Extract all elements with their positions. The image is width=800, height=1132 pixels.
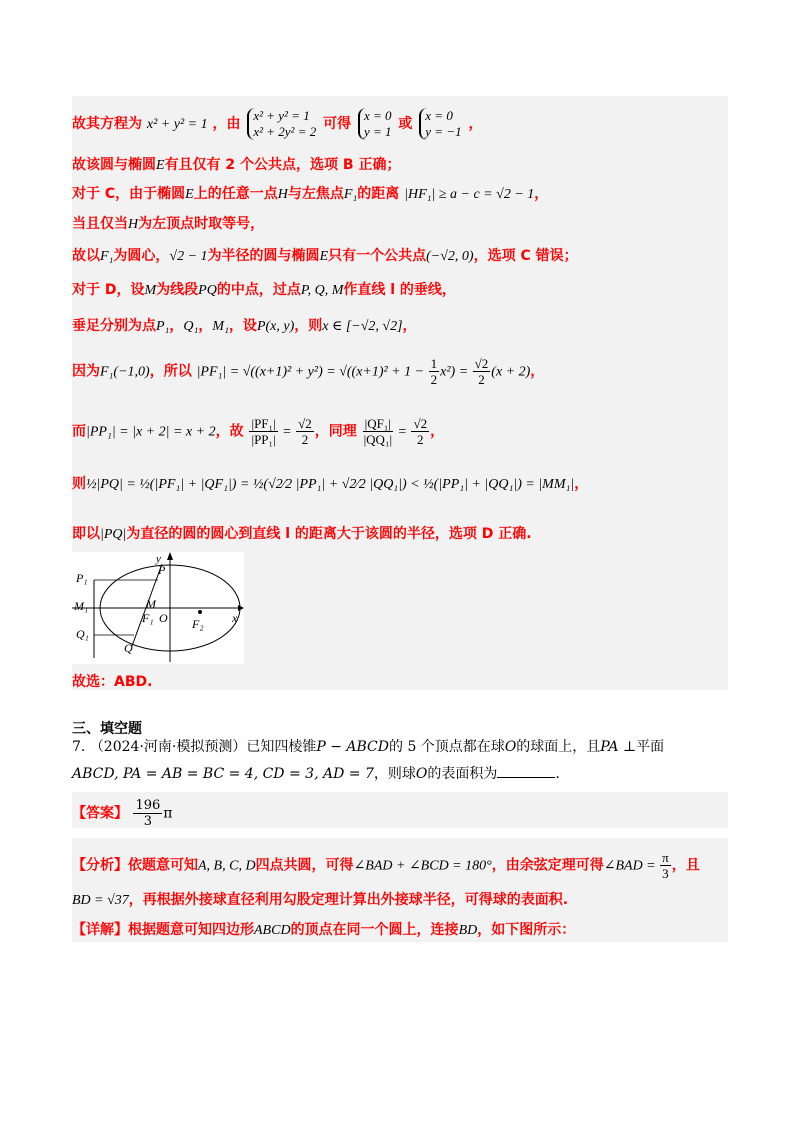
point-p-label: P <box>158 563 166 577</box>
equation-system-1: x² + y² = 1 x² + 2y² = 2 <box>247 108 316 140</box>
answer-line: 【答案】 $\frac{196}{3}$ π <box>72 798 173 829</box>
solution-line-5: 故以F₁为圆心，√2 − 1为半径的圆与椭圆E只有一个公共点(−√2, 0)，选项 C 错误； <box>72 248 578 264</box>
solution-line-3: 对于 C，由于椭圆E上的任意一点H与左焦点F₁的距离 |HF₁| ≥ a − c = √2 − 1， <box>72 186 549 202</box>
choice-line: 故选：ABD. <box>72 674 153 690</box>
detail-line: 【详解】根据题意可知四边形ABCD的顶点在同一个圆上，连接BD，如下图所示： <box>72 922 576 938</box>
y-axis-label: y <box>156 553 161 565</box>
analysis-line-2: BD = √37，再根据外接球直径利用勾股定理计算出外接球半径，可得球的表面积. <box>72 892 569 908</box>
fraction-root2-over-2: $\frac{√2}{2}$ <box>474 356 489 387</box>
question-line-1: 7. （2024·河南·模拟预测）已知四棱锥P − ABCD的 5 个顶点都在球O的球面上，且PA ⊥平面 <box>72 739 665 755</box>
fraction-root2-over-2: $\frac{√2}{2}$ <box>413 416 428 447</box>
fraction-half: $\frac{1}{2}$ <box>430 356 438 387</box>
solution-line-9: 而|PP₁| = |x + 2| = x + 2，故 $\frac{\text{|PF₁|}}{\text{|PP₁|}}$ = $\frac{√2}{2}$ ，同理 $\frac{\text{|QF₁|}}{\text{|QQ₁|}}$ = $\frac{√2}{2}$ ， <box>72 416 445 447</box>
fraction-qf1-qq1: $\frac{\text{|QF₁|}}{\text{|QQ₁|}}$ <box>363 416 393 447</box>
solution-line-10: 则½|PQ| = ½(|PF₁| + |QF₁|) = ½(√2⁄2 |PP₁| + √2⁄2 |QQ₁|) < ½(|PP₁| + |QQ₁|) = |MM₁|， <box>72 476 589 492</box>
answer-fraction: $\frac{196}{3}$ <box>135 798 161 829</box>
focus-f1-label: F₁ <box>142 611 154 625</box>
ellipse-diagram <box>72 552 244 664</box>
solution-line-7: 垂足分别为点P₁，Q₁，M₁，设P(x, y)，则x ∈ [−√2, √2]， <box>72 318 417 334</box>
focus-f2-dot <box>198 610 202 614</box>
answer-blank <box>497 765 555 778</box>
fraction-root2-over-2: $\frac{√2}{2}$ <box>298 416 312 447</box>
fraction-pf1-pp1: $\frac{\text{|PF₁|}}{\text{|PP₁|}}$ <box>251 416 276 447</box>
equation-system-2: x = 0 y = 1 <box>358 108 392 140</box>
solution-line-8: 因为F₁(−1,0)，所以 |PF₁| = √((x+1)² + y²) = √((x+1)² + 1 − $\frac{1}{2}$ x²) = $\frac{√2}{2}$ (x + 2)， <box>72 356 545 387</box>
analysis-line-1: 【分析】依题意可知A, B, C, D四点共圆，可得∠BAD + ∠BCD = 180°，由余弦定理可得∠BAD = $\frac{\pi}{3}$ ，且 <box>72 850 700 881</box>
x-axis-label: x <box>232 611 238 625</box>
solution-line-1: 故其方程为 x² + y² = 1 ，由 x² + y² = 1 x² + 2y² = 2 可得 x = 0 y = 1 或 x = 0 y = −1 ， <box>72 108 483 139</box>
focus-f2-label: F₂ <box>192 617 204 631</box>
solution-line-11: 即以|PQ|为直径的圆的圆心到直线 l 的距离大于该圆的半径，选项 D 正确. <box>72 526 532 542</box>
section-title: 三、填空题 <box>72 721 142 737</box>
origin-label: O <box>159 611 168 625</box>
ellipse-figure <box>72 552 244 664</box>
solution-line-6: 对于 D，设M为线段PQ的中点，过点P, Q, M作直线 l 的垂线， <box>72 282 456 298</box>
equation-system-3: x = 0 y = −1 <box>419 108 461 140</box>
solution-line-2: 故该圆与椭圆E有且仅有 2 个公共点，选项 B 正确； <box>72 157 401 173</box>
point-q-label: Q <box>124 641 133 655</box>
x-axis-arrow <box>238 605 244 611</box>
point-q1-label: Q₁ <box>76 627 89 641</box>
solution-line-4: 当且仅当H为左顶点时取等号， <box>72 216 265 232</box>
point-m1-label: M₁ <box>74 599 89 613</box>
y-axis-arrow <box>167 552 173 560</box>
point-m-label: M <box>146 597 156 611</box>
point-p1-label: P₁ <box>76 571 88 585</box>
question-line-2: ABCD, PA = AB = BC = 4, CD = 3, AD = 7，则球O的表面积为 . <box>72 766 560 782</box>
fraction-pi-over-3: $\frac{\pi}{3}$ <box>662 850 669 881</box>
